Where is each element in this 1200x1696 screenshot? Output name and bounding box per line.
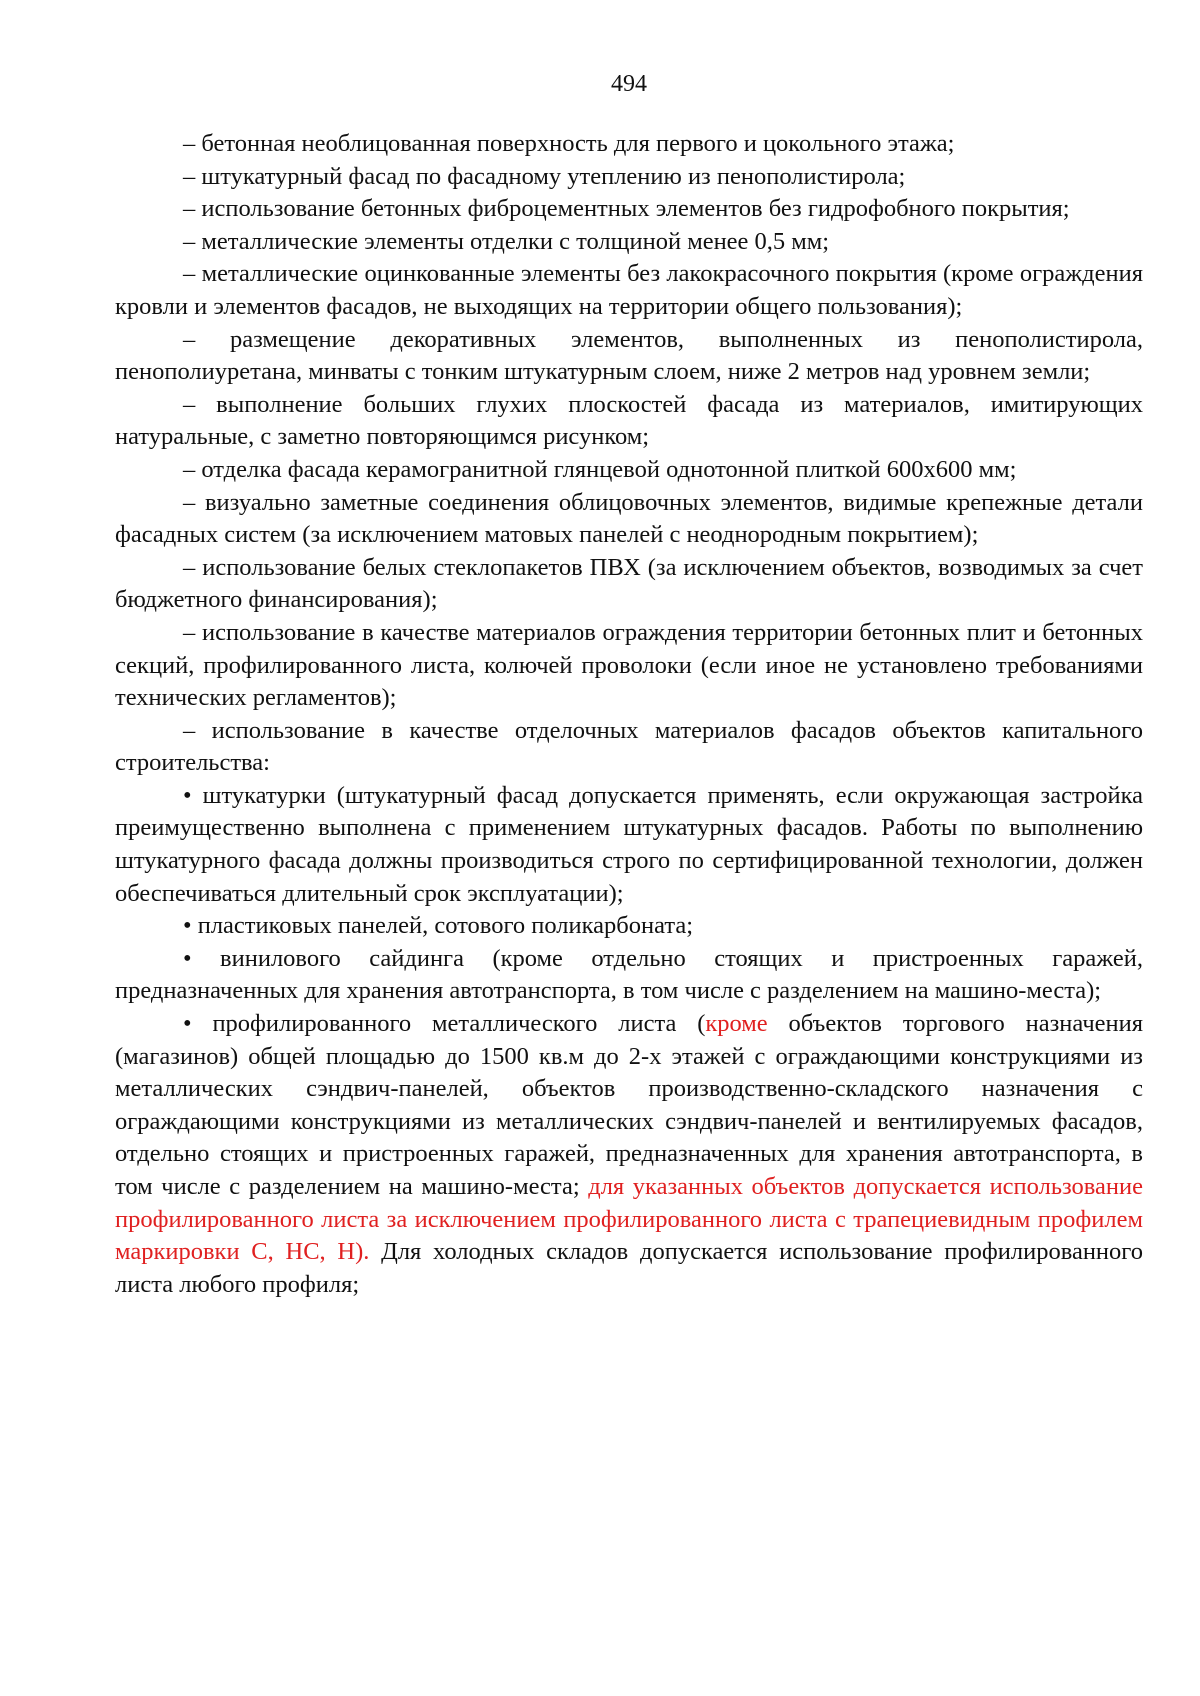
list-item: – использование в качестве отделочных материалов фасадов объектов капитального строительства: xyxy=(115,716,1143,777)
text-segment: • профилированного металлического листа ( xyxy=(183,1010,706,1038)
bullet-item: • штукатурки (штукатурный фасад допускается применять, если окружающая застройка преимущественно выполнена с применением штукатурных фасадов. Работы по выполнению штукатурного фасада должны производиться строго по сертифицированной технологии, должен обеспечиваться длительный срок эксплуатации); xyxy=(115,781,1143,907)
text-segment: объектов торгового назначения (магазинов) общей площадью до 1500 кв.м до 2-х этажей с ограждающими конструкциями из металлических сэндвич-панелей, объектов производственно-складского назначения с ограждающими конструкциями из металлических сэндвич-панелей и вентилируемых фасадов, отдельно стоящих и пристроенных гаражей, предназначенных для хранения автотранспорта, в том числе с разделением на машино-места; xyxy=(115,1010,1144,1200)
highlighted-text: кроме xyxy=(705,1010,768,1038)
list-item: – использование бетонных фиброцементных элементов без гидрофобного покрытия; xyxy=(183,195,1070,223)
list-item: – бетонная необлицованная поверхность для первого и цокольного этажа; xyxy=(183,130,955,157)
list-item: – металлические элементы отделки с толщиной менее 0,5 мм; xyxy=(183,227,830,255)
list-item: – использование белых стеклопакетов ПВХ (за исключением объектов, возводимых за счет бюджетного финансирования); xyxy=(115,553,1143,614)
highlighted-text: для указанных объектов допускается использование профилированного листа за исключением профилированного листа с трапециевидным профилем маркировки С, НС, Н). xyxy=(115,1173,1143,1266)
text-segment: Для холодных складов допускается использование профилированного листа любого профиля; xyxy=(115,1238,1143,1298)
bullet-item: • пластиковых панелей, сотового поликарбоната; xyxy=(183,912,694,940)
list-item: – отделка фасада керамогранитной глянцевой однотонной плиткой 600х600 мм; xyxy=(183,455,1017,483)
list-item: – штукатурный фасад по фасадному утеплению из пенополистирола; xyxy=(183,162,906,190)
list-item: – размещение декоративных элементов, выполненных из пенополистирола, пенополиуретана, минваты с тонким штукатурным слоем, ниже 2 метров над уровнем земли; xyxy=(115,325,1143,386)
bullet-item: • винилового сайдинга (кроме отдельно стоящих и пристроенных гаражей, предназначенных для хранения автотранспорта, в том числе с разделением на машино-места); xyxy=(115,944,1143,1005)
list-item: – использование в качестве материалов ограждения территории бетонных плит и бетонных секций, профилированного листа, колючей проволоки (если иное не установлено требованиями технических регламентов); xyxy=(115,618,1143,712)
bullet-item-profiled-sheet xyxy=(115,1008,1143,1301)
page-number: 494 xyxy=(611,71,647,97)
document-body xyxy=(115,128,1143,1301)
list-item: – выполнение больших глухих плоскостей фасада из материалов, имитирующих натуральные, с заметно повторяющимся рисунком; xyxy=(115,390,1143,451)
list-item: – визуально заметные соединения облицовочных элементов, видимые крепежные детали фасадных систем (за исключением матовых панелей с неоднородным покрытием); xyxy=(115,488,1143,549)
list-item: – металлические оцинкованные элементы без лакокрасочного покрытия (кроме ограждения кровли и элементов фасадов, не выходящих на территории общего пользования); xyxy=(115,260,1143,320)
